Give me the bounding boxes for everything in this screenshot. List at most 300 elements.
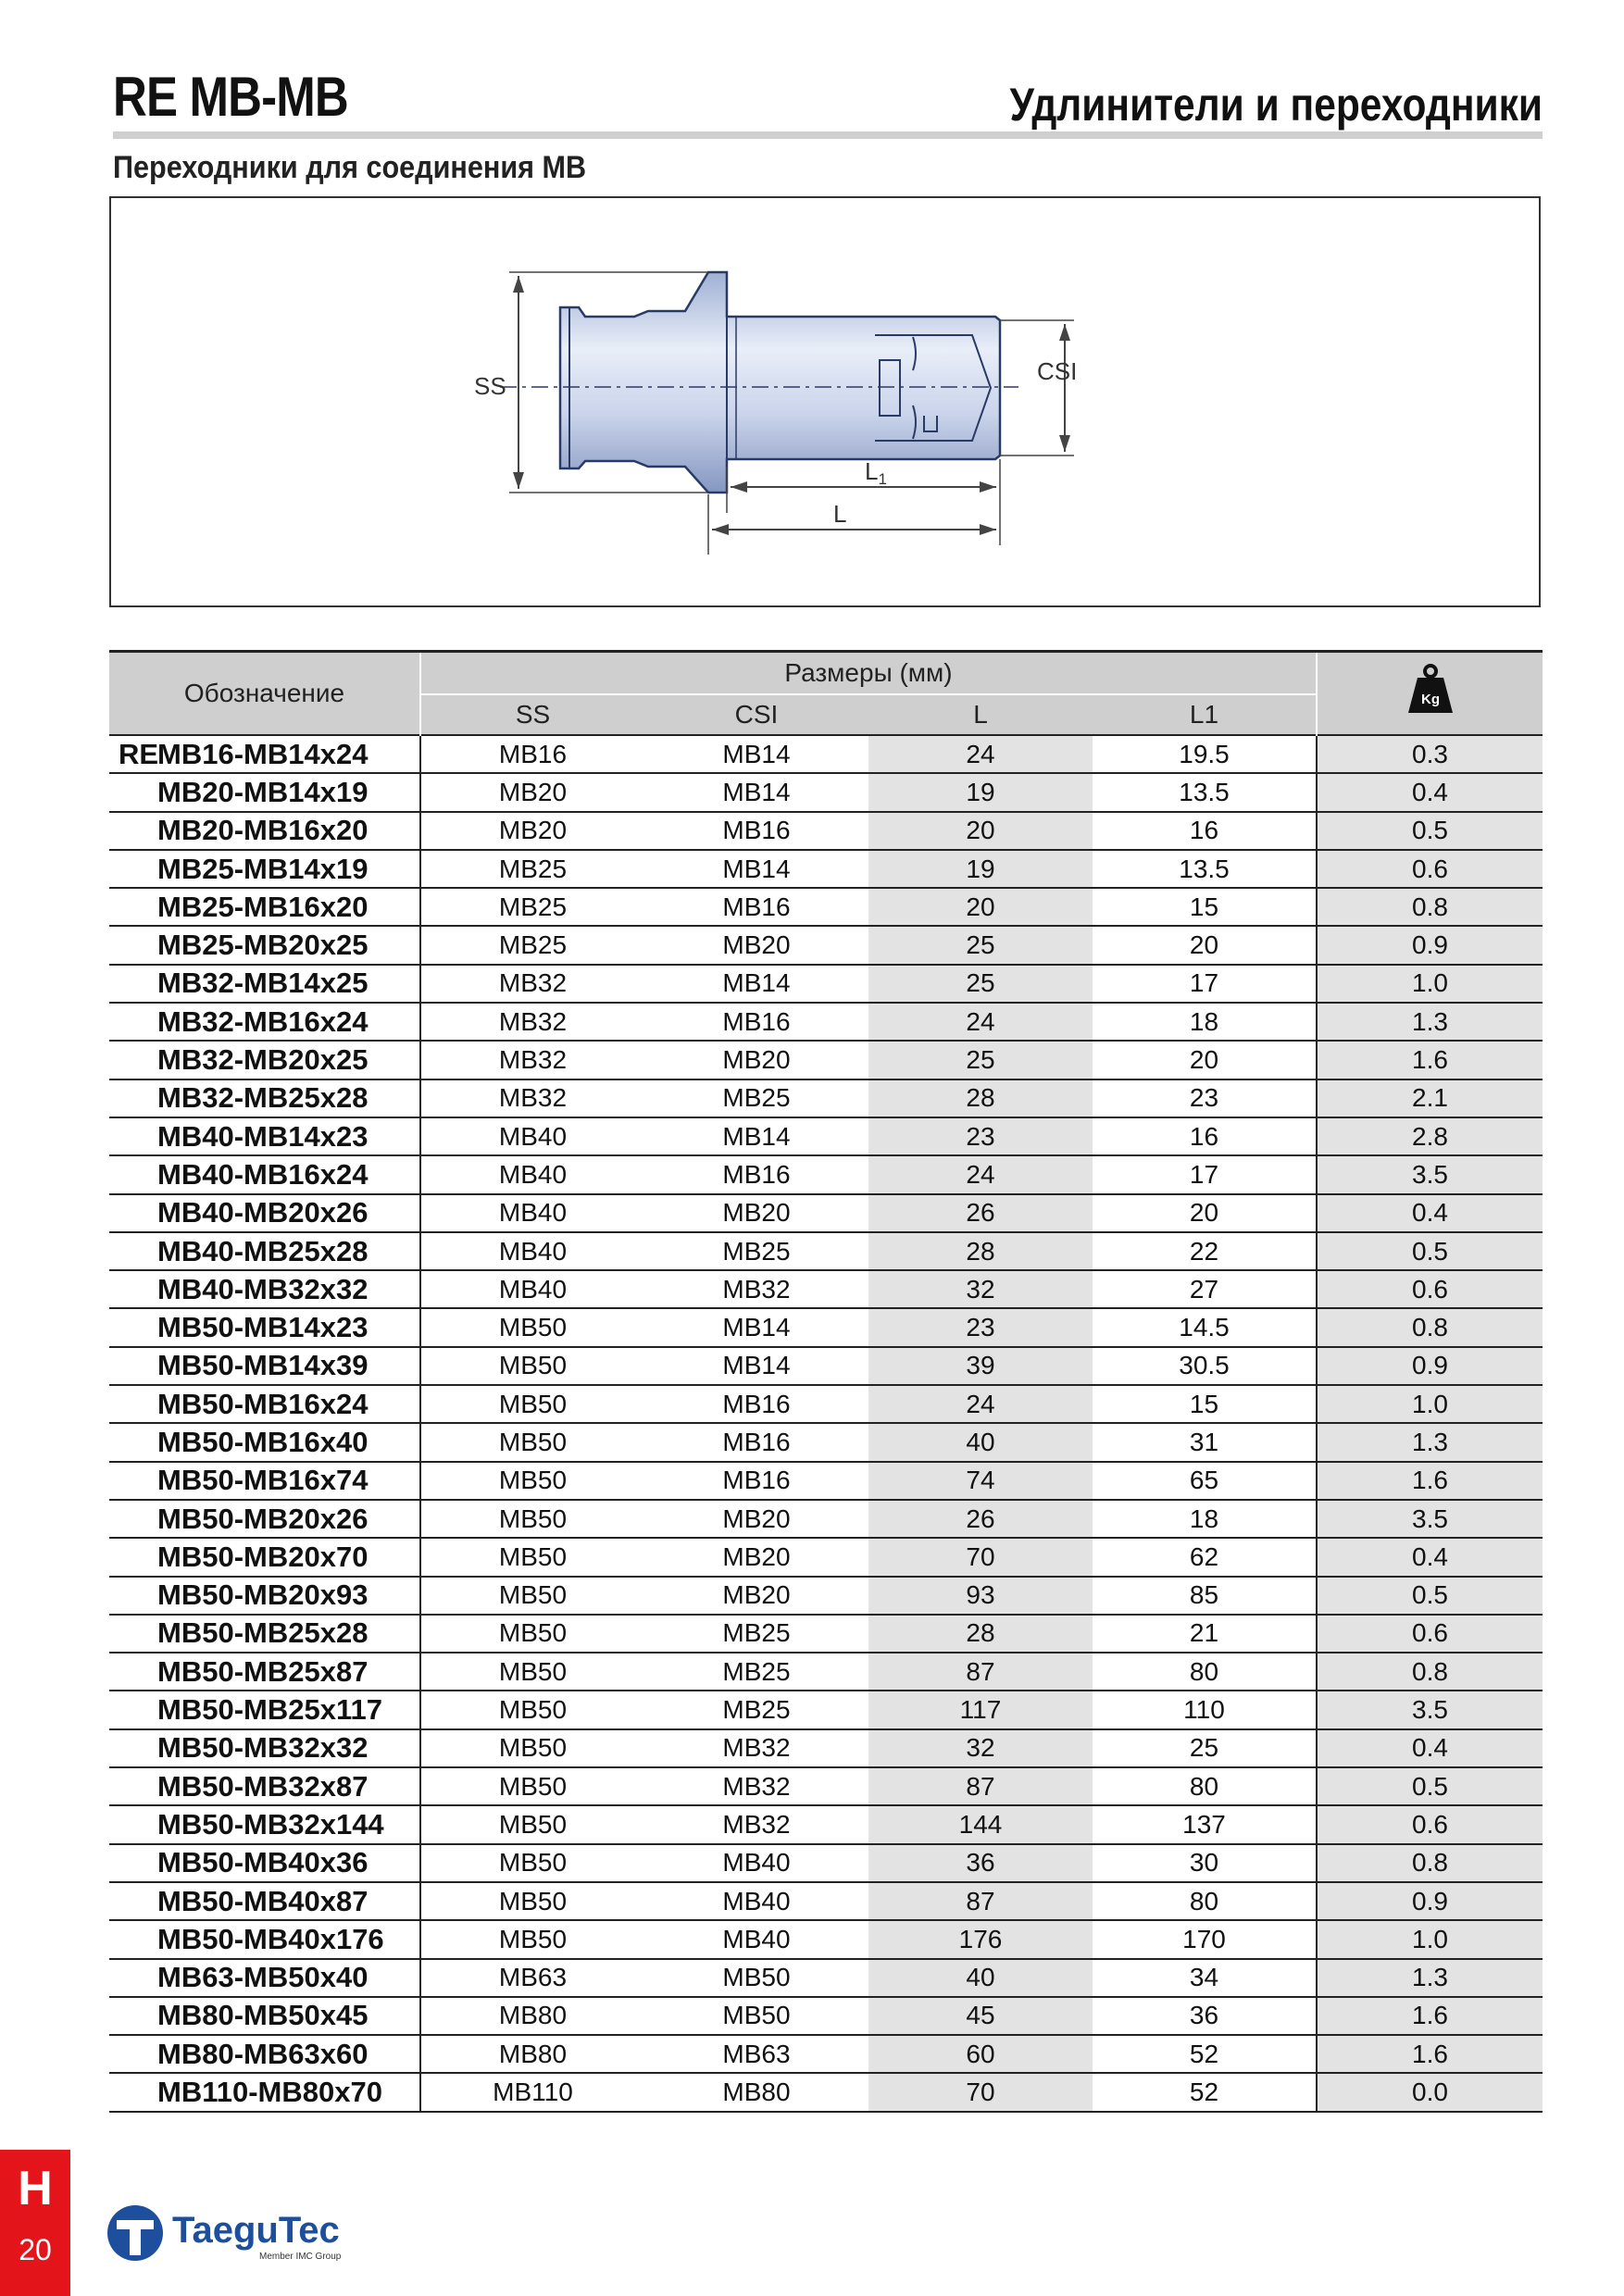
designation-cell (109, 1117, 420, 1155)
l1-cell: 137 (1093, 1805, 1317, 1843)
adapter-drawing-svg (111, 198, 1543, 609)
ss-cell: MB32 (420, 1003, 644, 1041)
l1-cell: 65 (1093, 1462, 1317, 1500)
l1-cell: 21 (1093, 1615, 1317, 1653)
designation-cell (109, 1385, 420, 1423)
table-row (109, 773, 1543, 811)
designation-code: MB32-MB20x25 (157, 1043, 369, 1077)
csi-cell: MB32 (644, 1729, 868, 1767)
table-row (109, 1500, 1543, 1538)
table-row (109, 1003, 1543, 1041)
weight-cell: 0.6 (1317, 1270, 1543, 1308)
l1-cell: 80 (1093, 1767, 1317, 1805)
designation-code: MB50-MB25x28 (157, 1616, 369, 1650)
csi-cell: MB16 (644, 1385, 868, 1423)
csi-cell: MB50 (644, 1959, 868, 1997)
table-row (109, 1844, 1543, 1882)
table-row (109, 1347, 1543, 1385)
designation-code: MB40-MB16x24 (157, 1157, 369, 1191)
l1-cell: 31 (1093, 1423, 1317, 1461)
ss-cell: MB50 (420, 1844, 644, 1882)
section-tab (0, 2150, 70, 2296)
l-cell: 87 (868, 1767, 1093, 1805)
csi-cell: MB32 (644, 1805, 868, 1843)
l1-cell: 80 (1093, 1882, 1317, 1920)
csi-cell: MB14 (644, 735, 868, 773)
weight-cell: 1.6 (1317, 1041, 1543, 1079)
csi-cell: MB16 (644, 888, 868, 926)
weight-cell: 1.6 (1317, 1997, 1543, 2035)
l1-cell: 22 (1093, 1232, 1317, 1270)
table-row (109, 1385, 1543, 1423)
designation-code: MB25-MB14x19 (157, 852, 369, 885)
svg-text:L1 (865, 457, 887, 488)
l1-cell: 14.5 (1093, 1308, 1317, 1346)
table-row (109, 1653, 1543, 1691)
designation-cell (109, 1615, 420, 1653)
table-row (109, 1729, 1543, 1767)
weight-cell: 0.4 (1317, 773, 1543, 811)
product-code: RE MB-MB (113, 66, 348, 128)
weight-cell: 0.8 (1317, 888, 1543, 926)
weight-cell: 0.5 (1317, 1577, 1543, 1615)
table-row (109, 1538, 1543, 1576)
designation-code: MB50-MB20x26 (157, 1502, 369, 1535)
table-row (109, 1079, 1543, 1117)
table-row (109, 1767, 1543, 1805)
csi-cell: MB32 (644, 1270, 868, 1308)
ss-cell: MB50 (420, 1653, 644, 1691)
l-cell: 93 (868, 1577, 1093, 1615)
table-row (109, 1232, 1543, 1270)
weight-cell: 1.0 (1317, 1920, 1543, 1958)
ss-cell: MB50 (420, 1691, 644, 1728)
ss-cell: MB25 (420, 888, 644, 926)
l-cell: 40 (868, 1423, 1093, 1461)
weight-cell: 1.0 (1317, 1385, 1543, 1423)
weight-cell: 3.5 (1317, 1155, 1543, 1193)
designation-code: MB50-MB40x176 (157, 1922, 384, 1955)
ss-cell: MB16 (420, 735, 644, 773)
csi-cell: MB14 (644, 1347, 868, 1385)
header-csi: CSI (644, 694, 868, 735)
csi-cell: MB20 (644, 1500, 868, 1538)
l-cell: 28 (868, 1615, 1093, 1653)
ss-cell: MB20 (420, 773, 644, 811)
csi-cell: MB80 (644, 2073, 868, 2111)
adapter-body (560, 272, 1000, 493)
l1-cell: 30 (1093, 1844, 1317, 1882)
weight-cell: 3.5 (1317, 1500, 1543, 1538)
weight-cell: 1.6 (1317, 2035, 1543, 2073)
weight-cell: 0.8 (1317, 1653, 1543, 1691)
l-cell: 19 (868, 773, 1093, 811)
l-cell: 176 (868, 1920, 1093, 1958)
designation-cell (109, 1920, 420, 1958)
l1-cell: 23 (1093, 1079, 1317, 1117)
table-row (109, 1270, 1543, 1308)
csi-cell: MB40 (644, 1844, 868, 1882)
ss-cell: MB50 (420, 1347, 644, 1385)
designation-prefix: RE (119, 737, 159, 770)
designation-code: MB25-MB20x25 (157, 929, 369, 962)
csi-cell: MB16 (644, 812, 868, 850)
csi-cell: MB14 (644, 1117, 868, 1155)
ss-cell: MB40 (420, 1155, 644, 1193)
l1-cell: 110 (1093, 1691, 1317, 1728)
designation-cell (109, 2035, 420, 2073)
l-cell: 45 (868, 1997, 1093, 2035)
l-cell: 60 (868, 2035, 1093, 2073)
designation-code: MB50-MB32x144 (157, 1807, 384, 1841)
weight-cell: 3.5 (1317, 1691, 1543, 1728)
designation-cell (109, 812, 420, 850)
l-cell: 39 (868, 1347, 1093, 1385)
csi-cell: MB16 (644, 1423, 868, 1461)
weight-cell: 1.3 (1317, 1003, 1543, 1041)
header-l: L (868, 694, 1093, 735)
csi-cell: MB14 (644, 965, 868, 1003)
ss-cell: MB110 (420, 2073, 644, 2111)
l1-cell: 18 (1093, 1003, 1317, 1041)
designation-cell (109, 1308, 420, 1346)
designation-code: MB40-MB20x26 (157, 1196, 369, 1229)
ss-cell: MB32 (420, 1079, 644, 1117)
table-row (109, 1691, 1543, 1728)
l-cell: 24 (868, 1155, 1093, 1193)
brand-name: TaeguTec (172, 2210, 340, 2251)
designation-cell (109, 926, 420, 964)
l1-cell: 15 (1093, 1385, 1317, 1423)
table-row (109, 2035, 1543, 2073)
table-row (109, 1805, 1543, 1843)
designation-cell (109, 965, 420, 1003)
l-cell: 32 (868, 1729, 1093, 1767)
ss-cell: MB50 (420, 1882, 644, 1920)
weight-icon (1403, 663, 1458, 718)
weight-cell: 1.6 (1317, 1462, 1543, 1500)
table-row (109, 1615, 1543, 1653)
weight-cell: 1.3 (1317, 1423, 1543, 1461)
designation-code: MB50-MB16x24 (157, 1387, 369, 1420)
designation-cell (109, 1959, 420, 1997)
category-title: Удлинители и переходники (1009, 79, 1543, 131)
csi-cell: MB63 (644, 2035, 868, 2073)
brand-tagline: Member IMC Group (259, 2252, 342, 2262)
designation-code: MB40-MB32x32 (157, 1272, 369, 1305)
csi-cell: MB25 (644, 1615, 868, 1653)
designation-cell (109, 1003, 420, 1041)
designation-code: MB50-MB25x117 (157, 1693, 382, 1727)
csi-cell: MB32 (644, 1767, 868, 1805)
designation-cell (109, 1577, 420, 1615)
designation-code: MB50-MB25x87 (157, 1654, 369, 1688)
table-row (109, 1117, 1543, 1155)
page-number: 20 (19, 2233, 52, 2266)
l-cell: 70 (868, 1538, 1093, 1576)
l-cell: 117 (868, 1691, 1093, 1728)
csi-cell: MB25 (644, 1079, 868, 1117)
designation-code: MB50-MB32x87 (157, 1769, 369, 1803)
l-cell: 36 (868, 1844, 1093, 1882)
l1-cell: 27 (1093, 1270, 1317, 1308)
table-row (109, 965, 1543, 1003)
l-cell: 70 (868, 2073, 1093, 2111)
designation-code: MB32-MB14x25 (157, 967, 369, 1000)
ss-cell: MB40 (420, 1194, 644, 1232)
designation-code: MB110-MB80x70 (157, 2076, 382, 2109)
l-label: L (833, 500, 847, 528)
l1-cell: 62 (1093, 1538, 1317, 1576)
l1-cell: 16 (1093, 812, 1317, 850)
csi-cell: MB16 (644, 1155, 868, 1193)
weight-cell: 0.9 (1317, 1882, 1543, 1920)
weight-cell: 0.6 (1317, 850, 1543, 888)
l1-cell: 20 (1093, 1194, 1317, 1232)
csi-cell: MB40 (644, 1920, 868, 1958)
ss-cell: MB25 (420, 850, 644, 888)
section-subtitle: Переходники для соединения MB (113, 150, 587, 185)
table-row (109, 850, 1543, 888)
designation-cell (109, 1423, 420, 1461)
designation-cell (109, 1347, 420, 1385)
l1-cell: 17 (1093, 1155, 1317, 1193)
csi-cell: MB14 (644, 850, 868, 888)
ss-cell: MB50 (420, 1500, 644, 1538)
designation-code: MB63-MB50x40 (157, 1961, 369, 1994)
ss-cell: MB80 (420, 1997, 644, 2035)
weight-cell: 0.5 (1317, 1232, 1543, 1270)
designation-cell (109, 773, 420, 811)
l1-cell: 52 (1093, 2073, 1317, 2111)
table-row (109, 1920, 1543, 1958)
l-cell: 24 (868, 735, 1093, 773)
designation-cell (109, 1538, 420, 1576)
ss-cell: MB32 (420, 1041, 644, 1079)
table-row (109, 1997, 1543, 2035)
designation-code: MB50-MB14x23 (157, 1311, 369, 1344)
l-cell: 25 (868, 1041, 1093, 1079)
l1-cell: 170 (1093, 1920, 1317, 1958)
ss-cell: MB20 (420, 812, 644, 850)
l-cell: 87 (868, 1882, 1093, 1920)
ss-cell: MB80 (420, 2035, 644, 2073)
csi-cell: MB50 (644, 1997, 868, 2035)
l1-cell: 52 (1093, 2035, 1317, 2073)
l1-label: L (865, 457, 879, 485)
designation-cell (109, 1500, 420, 1538)
ss-cell: MB50 (420, 1308, 644, 1346)
designation-code: MB50-MB20x70 (157, 1540, 369, 1573)
table-row (109, 1577, 1543, 1615)
designation-cell (109, 1194, 420, 1232)
weight-cell: 0.6 (1317, 1615, 1543, 1653)
table-row (109, 735, 1543, 773)
designation-code: MB80-MB63x60 (157, 2037, 369, 2070)
header-weight (1317, 652, 1543, 736)
designation-code: MB50-MB32x32 (157, 1731, 369, 1765)
ss-cell: MB50 (420, 1538, 644, 1576)
ss-cell: MB50 (420, 1805, 644, 1843)
header-dimensions: Размеры (мм) (420, 652, 1317, 695)
table-row (109, 812, 1543, 850)
designation-cell (109, 1844, 420, 1882)
designation-cell (109, 1882, 420, 1920)
weight-cell: 0.8 (1317, 1308, 1543, 1346)
designation-code: MB50-MB20x93 (157, 1578, 369, 1612)
l1-cell: 16 (1093, 1117, 1317, 1155)
table-row (109, 1194, 1543, 1232)
designation-code: MB32-MB25x28 (157, 1081, 369, 1115)
ss-cell: MB50 (420, 1729, 644, 1767)
l-cell: 28 (868, 1232, 1093, 1270)
l1-cell: 17 (1093, 965, 1317, 1003)
l-cell: 24 (868, 1003, 1093, 1041)
header-designation: Обозначение (109, 652, 420, 736)
l-cell: 144 (868, 1805, 1093, 1843)
l-cell: 26 (868, 1194, 1093, 1232)
ss-cell: MB40 (420, 1270, 644, 1308)
svg-text:Kg: Kg (1420, 691, 1440, 707)
designation-code: MB50-MB16x40 (157, 1425, 369, 1458)
weight-cell: 0.9 (1317, 926, 1543, 964)
designation-cell (109, 1155, 420, 1193)
l1-cell: 19.5 (1093, 735, 1317, 773)
csi-cell: MB20 (644, 1538, 868, 1576)
weight-cell: 1.0 (1317, 965, 1543, 1003)
designation-code: MB50-MB40x87 (157, 1884, 369, 1917)
weight-cell: 0.5 (1317, 1767, 1543, 1805)
l-cell: 25 (868, 926, 1093, 964)
designation-cell (109, 1232, 420, 1270)
csi-cell: MB20 (644, 1194, 868, 1232)
designation-cell (109, 2073, 420, 2111)
table-row (109, 1041, 1543, 1079)
section-letter: H (18, 2162, 53, 2215)
designation-cell (109, 850, 420, 888)
adapter-spec-table (109, 650, 1543, 2113)
l1-cell: 85 (1093, 1577, 1317, 1615)
ss-cell: MB50 (420, 1615, 644, 1653)
l1-cell: 34 (1093, 1959, 1317, 1997)
ss-cell: MB50 (420, 1767, 644, 1805)
csi-cell: MB20 (644, 1577, 868, 1615)
table-row (109, 926, 1543, 964)
designation-cell (109, 1691, 420, 1728)
ss-cell: MB50 (420, 1920, 644, 1958)
designation-code: MB50-MB16x74 (157, 1464, 369, 1497)
csi-label: CSI (1037, 357, 1078, 385)
weight-cell: 0.0 (1317, 2073, 1543, 2111)
designation-code: MB50-MB40x36 (157, 1846, 369, 1879)
l-cell: 32 (868, 1270, 1093, 1308)
csi-cell: MB20 (644, 1041, 868, 1079)
table-row (109, 1155, 1543, 1193)
l1-cell: 18 (1093, 1500, 1317, 1538)
weight-cell: 0.8 (1317, 1844, 1543, 1882)
l1-cell: 25 (1093, 1729, 1317, 1767)
csi-cell: MB25 (644, 1653, 868, 1691)
designation-cell (109, 1041, 420, 1079)
designation-code: MB40-MB25x28 (157, 1234, 369, 1267)
weight-cell: 0.9 (1317, 1347, 1543, 1385)
ss-cell: MB50 (420, 1385, 644, 1423)
table-row (109, 1462, 1543, 1500)
ss-cell: MB25 (420, 926, 644, 964)
designation-code: MB50-MB14x39 (157, 1349, 369, 1382)
l1-cell: 20 (1093, 1041, 1317, 1079)
csi-cell: MB25 (644, 1691, 868, 1728)
ss-cell: MB32 (420, 965, 644, 1003)
csi-cell: MB25 (644, 1232, 868, 1270)
weight-cell: 1.3 (1317, 1959, 1543, 1997)
l1-cell: 80 (1093, 1653, 1317, 1691)
l-cell: 40 (868, 1959, 1093, 1997)
ss-cell: MB40 (420, 1232, 644, 1270)
l-cell: 28 (868, 1079, 1093, 1117)
ss-cell: MB50 (420, 1577, 644, 1615)
l-cell: 20 (868, 812, 1093, 850)
adapter-drawing (109, 196, 1541, 607)
weight-cell: 0.4 (1317, 1538, 1543, 1576)
designation-cell (109, 735, 420, 773)
designation-cell (109, 1997, 420, 2035)
header-l1: L1 (1093, 694, 1317, 735)
l1-cell: 15 (1093, 888, 1317, 926)
weight-cell: 0.6 (1317, 1805, 1543, 1843)
l1-cell: 13.5 (1093, 773, 1317, 811)
designation-code: MB20-MB16x20 (157, 814, 369, 847)
weight-cell: 2.8 (1317, 1117, 1543, 1155)
l-cell: 23 (868, 1117, 1093, 1155)
designation-cell (109, 1079, 420, 1117)
l1-cell: 20 (1093, 926, 1317, 964)
ss-cell: MB50 (420, 1423, 644, 1461)
header-ss: SS (420, 694, 644, 735)
weight-cell: 0.3 (1317, 735, 1543, 773)
ss-cell: MB40 (420, 1117, 644, 1155)
l-cell: 19 (868, 850, 1093, 888)
table-row (109, 1423, 1543, 1461)
designation-cell (109, 888, 420, 926)
designation-code: MB80-MB50x45 (157, 1999, 369, 2032)
l-cell: 87 (868, 1653, 1093, 1691)
table-row (109, 2073, 1543, 2111)
csi-cell: MB14 (644, 773, 868, 811)
designation-code: MB25-MB16x20 (157, 890, 369, 923)
designation-cell (109, 1653, 420, 1691)
l-cell: 20 (868, 888, 1093, 926)
l-cell: 25 (868, 965, 1093, 1003)
ss-cell: MB50 (420, 1462, 644, 1500)
csi-cell: MB16 (644, 1462, 868, 1500)
weight-cell: 0.4 (1317, 1729, 1543, 1767)
designation-cell (109, 1729, 420, 1767)
table-row (109, 1882, 1543, 1920)
table-row (109, 1308, 1543, 1346)
designation-code: MB40-MB14x23 (157, 1119, 369, 1153)
l1-cell: 36 (1093, 1997, 1317, 2035)
csi-cell: MB16 (644, 1003, 868, 1041)
designation-cell (109, 1462, 420, 1500)
l-cell: 24 (868, 1385, 1093, 1423)
designation-code: MB20-MB14x19 (157, 775, 369, 808)
designation-code: MB32-MB16x24 (157, 1004, 369, 1038)
ss-label: SS (474, 372, 506, 400)
csi-cell: MB20 (644, 926, 868, 964)
table-row (109, 1959, 1543, 1997)
weight-cell: 0.5 (1317, 812, 1543, 850)
